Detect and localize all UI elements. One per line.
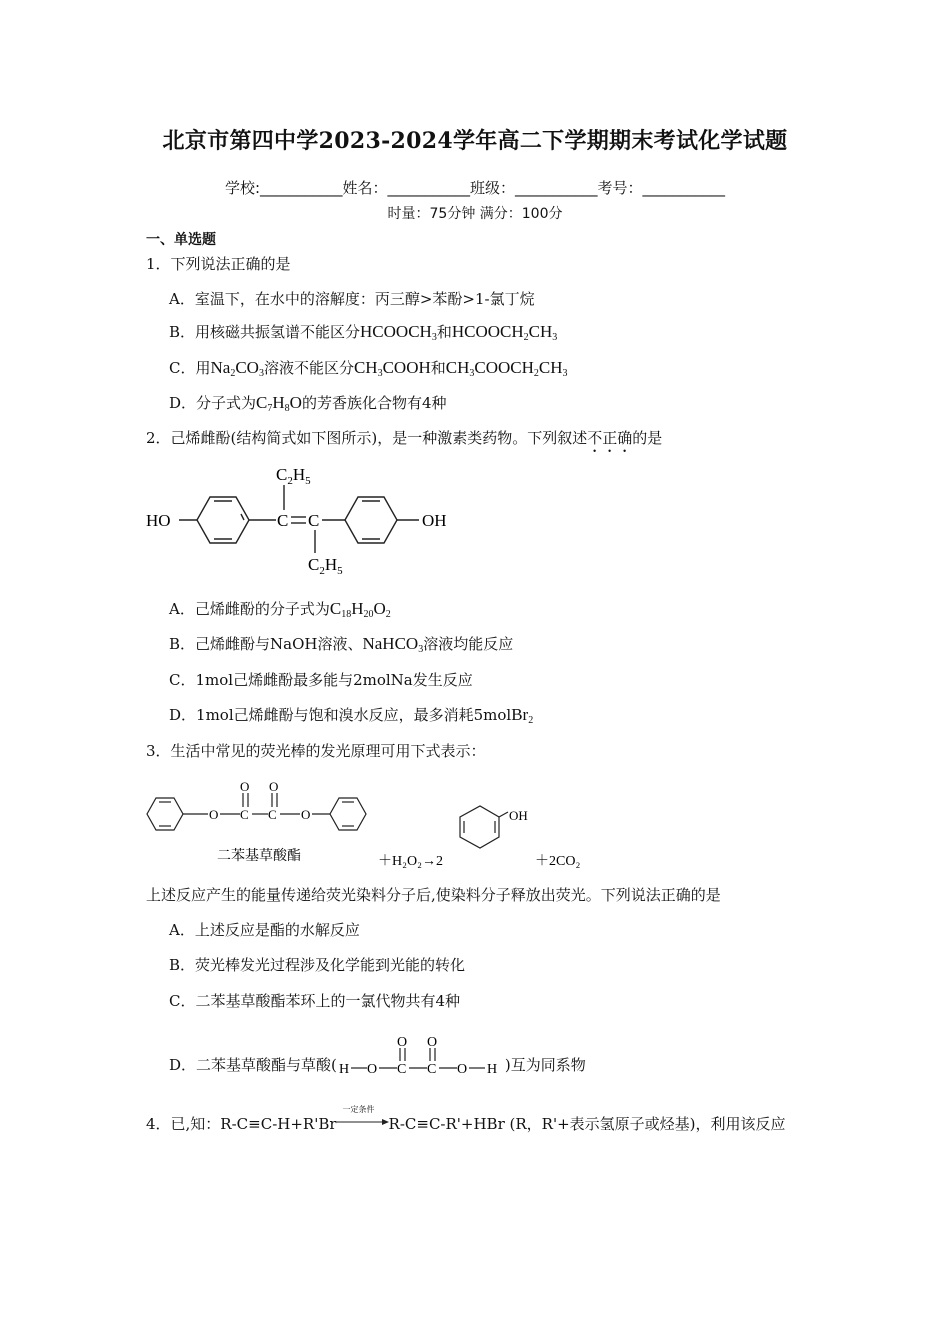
q2-option-d: D．1mol己烯雌酚与饱和溴水反应，最多消耗5molBr$_2$ — [169, 705, 534, 726]
svg-text:O: O — [240, 779, 250, 794]
oxalic-acid-structure — [337, 1034, 505, 1080]
q2-option-a: A．己烯雌酚的分子式为$C_{18}H_{20}O_2$ — [169, 599, 391, 620]
svg-text:O: O — [366, 1062, 378, 1077]
plus-h2o2: ＋H₂O₂→2 — [378, 854, 443, 869]
q3-option-b: B．荧光棒发光过程涉及化学能到光能的转化 — [169, 956, 466, 974]
ho-label: HO — [146, 511, 171, 530]
reaction-arrow: 一定条件 — [337, 1115, 389, 1129]
page-title: 北京市第四中学2023-2024学年高二下学期期末考试化学试题 — [162, 128, 788, 154]
ethyl-bottom: $C_2H_5$ — [308, 555, 343, 577]
oh-label: OH — [422, 511, 447, 530]
svg-text:O: O — [209, 807, 219, 822]
svg-text:C: C — [240, 807, 249, 822]
ethyl-top: $C_2H_5$ — [276, 465, 311, 487]
q4-stem: 4．已,知：R-C≡C-H+R'Br 一定条件 R-C≡C-R'+HBr (R，R'+表示氢原子或烃基)，利用该反应 — [146, 1105, 786, 1133]
svg-text:C: C — [396, 1062, 407, 1077]
q1-option-c: C．用$Na_2CO_3$溶液不能区分$CH_3COOH$和$CH_3COOCH_2CH_3$ — [169, 358, 568, 379]
diethylstilbestrol-structure — [140, 455, 470, 585]
q3-option-a: A．上述反应是酯的水解反应 — [169, 921, 360, 939]
student-info-line: 学校:___________姓名：___________班级：___________考号：___________ — [224, 179, 726, 197]
q3-option-c: C．二苯基草酸酯苯环上的一氯代物共有4种 — [169, 992, 461, 1010]
glowstick-reaction-equation — [140, 775, 610, 875]
section-heading: 一、单选题 — [146, 232, 216, 248]
alkene-carbon-right: C — [308, 511, 320, 530]
svg-text:H: H — [338, 1062, 350, 1077]
svg-text:C: C — [426, 1062, 437, 1077]
q3-stem: 3．生活中常见的荧光棒的发光原理可用下式表示： — [146, 742, 486, 760]
plus-co2: ＋2CO₂ — [535, 854, 581, 869]
diphenyl-oxalate-label: 二苯基草酸酯 — [217, 848, 301, 864]
q3-description: 上述反应产生的能量传递给荧光染料分子后,使染料分子释放出荧光。下列说法正确的是 — [146, 886, 721, 904]
exam-time-score: 时量：75分钟 满分：100分 — [387, 206, 563, 222]
svg-text:O: O — [426, 1035, 438, 1050]
q2-option-c: C．1mol己烯雌酚最多能与2molNa发生反应 — [169, 671, 473, 689]
svg-text:O: O — [301, 807, 311, 822]
q3-option-d: D．二苯基草酸酯与草酸( H O C C O H O O )互为同系物 — [169, 1054, 586, 1080]
q1-option-a: A．室温下，在水中的溶解度：丙三醇>苯酚>1-氯丁烷 — [169, 290, 535, 308]
phenol-oh-label: OH — [509, 808, 528, 823]
q1-option-d: D．分子式为$C_7H_8O$的芳香族化合物有4种 — [169, 393, 447, 414]
svg-text:C: C — [268, 807, 277, 822]
q1-stem: 1．下列说法正确的是 — [146, 255, 291, 273]
q1-option-b: B．用核磁共振氢谱不能区分$HCOOCH_3$和$HCOOCH_2CH_3$ — [169, 322, 558, 343]
alkene-carbon-left: C — [277, 511, 289, 530]
svg-text:O: O — [269, 779, 279, 794]
q2-stem: 2．己烯雌酚(结构简式如下图所示)，是一种激素类药物。下列叙述不正确的是 — [146, 429, 663, 447]
svg-text:O: O — [396, 1035, 408, 1050]
svg-text:H: H — [486, 1062, 498, 1077]
svg-text:O: O — [456, 1062, 468, 1077]
q2-option-b: B．己烯雌酚与NaOH溶液、NaHCO$_3$溶液均能反应 — [169, 634, 514, 655]
